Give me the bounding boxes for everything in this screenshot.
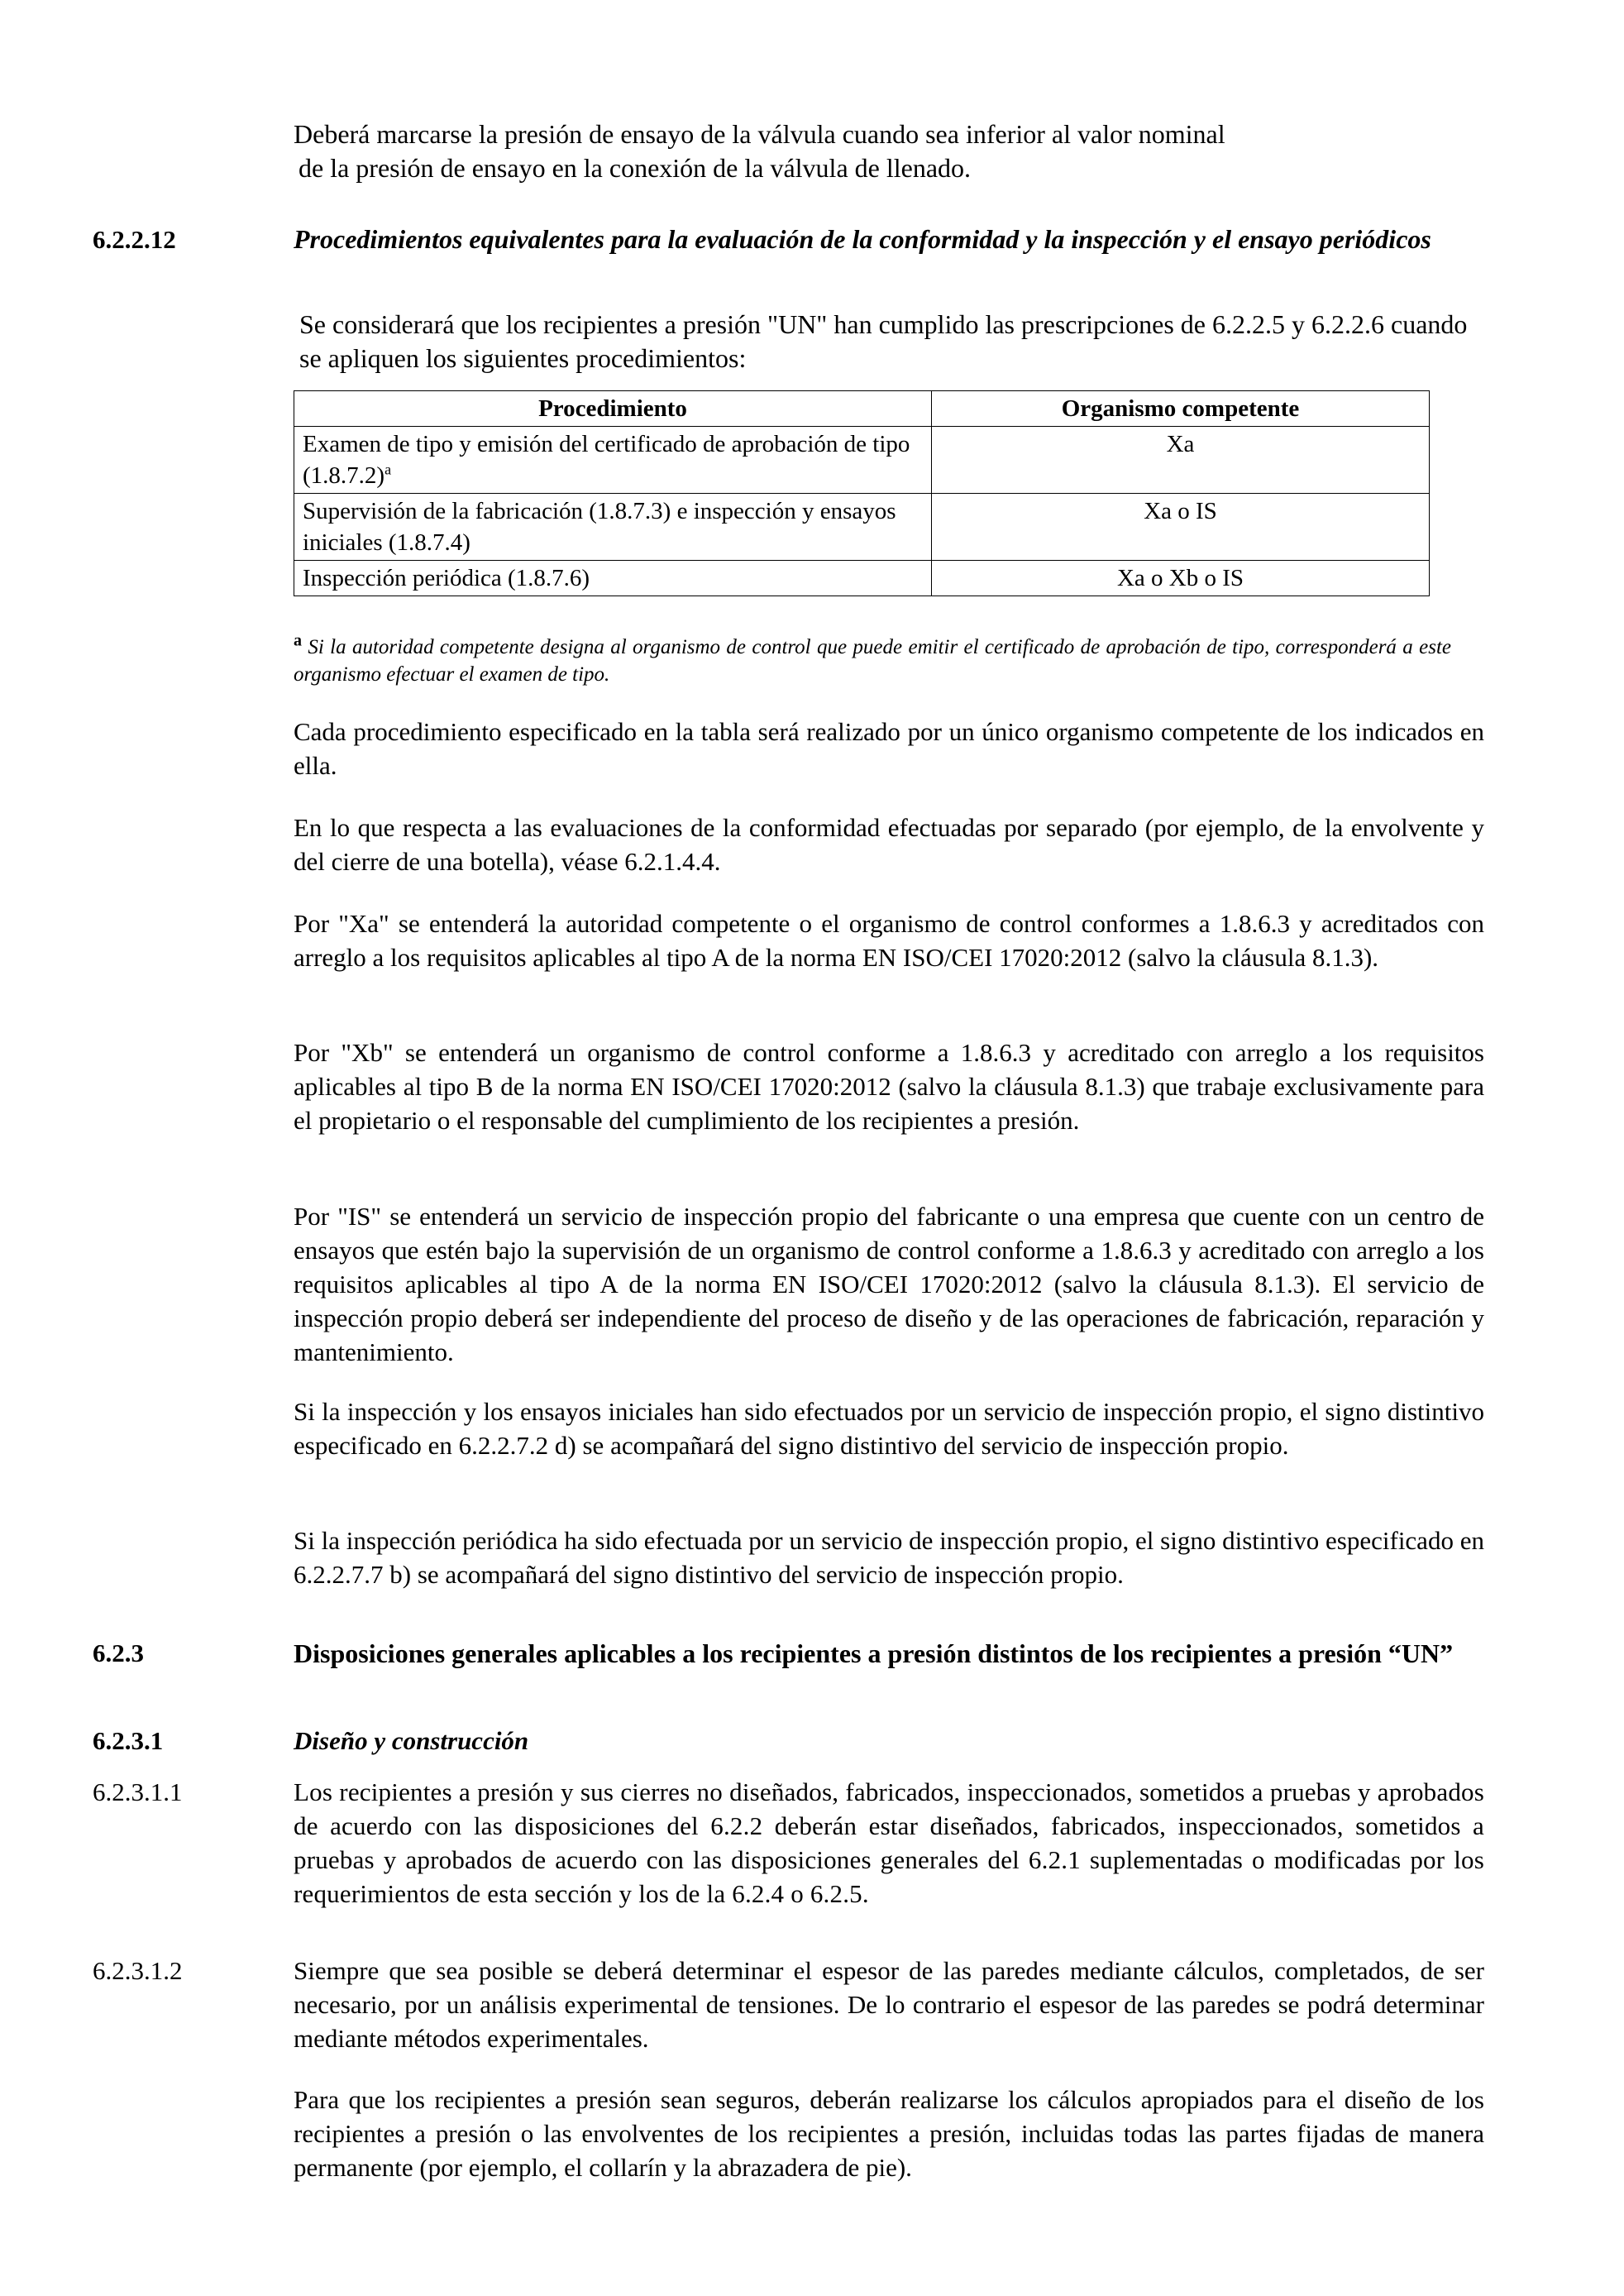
section-number-6-2-3-1-2: 6.2.3.1.2	[93, 1956, 183, 1985]
table-header-row	[294, 391, 1430, 427]
table-cell-body: Xa o Xb o IS	[932, 561, 1430, 596]
procedure-text: Examen de tipo y emisión del certificado de aprobación de tipo (1.8.7.2)	[303, 431, 910, 489]
table-footnote	[294, 631, 1451, 688]
paragraph: Por "Xb" se entenderá un organismo de control conforme a 1.8.6.3 y acreditado con arreglo a los requisitos aplicables al tipo B de la norma EN ISO/CEI 17020:2012 (salvo la cláusula 8.1.3) que trabaje exclusivamente para el propietario o el responsable del cumplimiento de los recipientes a presión.	[294, 1038, 1484, 1135]
paragraph: Si la inspección periódica ha sido efectuada por un servicio de inspección propio, el signo distintivo especificado en 6.2.2.7.7 b) se acompañará del signo distintivo del servicio de inspección propio.	[294, 1526, 1484, 1589]
intro-line-1: Deberá marcarse la presión de ensayo de la válvula cuando sea inferior al valor nominal	[294, 119, 1225, 149]
section-number-6-2-3: 6.2.3	[93, 1638, 144, 1667]
procedure-text: Supervisión de la fabricación (1.8.7.3) e inspección y ensayos iniciales (1.8.7.4)	[303, 498, 896, 556]
section-number-6-2-3-1-1: 6.2.3.1.1	[93, 1777, 183, 1806]
table-row	[294, 427, 1430, 494]
paragraph: Si la inspección y los ensayos iniciales han sido efectuados por un servicio de inspección propio, el signo distintivo especificado en 6.2.2.7.2 d) se acompañará del signo distintivo del servicio de inspección propio.	[294, 1397, 1484, 1460]
footnote-ref: a	[385, 461, 392, 478]
procedures-table	[294, 390, 1430, 596]
paragraph: Por "Xa" se entenderá la autoridad competente o el organismo de control conformes a 1.8.6.3 y acreditados con arreglo a los requisitos aplicables al tipo A de la norma EN ISO/CEI 17020:2012 (salvo la cláusula 8.1.3).	[294, 909, 1484, 972]
table-cell-procedure	[294, 561, 932, 596]
section-intro-6-2-2-12: Se considerará que los recipientes a presión "UN" han cumplido las prescripciones de 6.2.2.5 y 6.2.2.6 cuando se apliquen los siguientes procedimientos:	[299, 309, 1468, 373]
section-number-6-2-3-1: 6.2.3.1	[93, 1726, 164, 1755]
intro-text	[294, 117, 1451, 185]
section-text-6-2-3-1-2-b: Para que los recipientes a presión sean seguros, deberán realizarse los cálculos apropiados para el diseño de los recipientes a presión o las envolventes de los recipientes a presión, incluidas todas las partes fijadas de manera permanente (por ejemplo, el collarín y la abrazadera de pie).	[294, 2085, 1484, 2182]
section-heading-6-2-3-1: Diseño y construcción	[294, 1726, 529, 1755]
paragraph: Cada procedimiento especificado en la tabla será realizado por un único organismo competente de los indicados en ella.	[294, 717, 1484, 780]
paragraph: En lo que respecta a las evaluaciones de la conformidad efectuadas por separado (por ejemplo, de la envolvente y del cierre de una botella), véase 6.2.1.4.4.	[294, 813, 1484, 876]
intro-line-2: de la presión de ensayo en la conexión de la válvula de llenado.	[299, 153, 972, 183]
table-cell-procedure	[294, 494, 932, 561]
table-row	[294, 494, 1430, 561]
table-cell-body: Xa o IS	[932, 494, 1430, 561]
footnote-text: Si la autoridad competente designa al organismo de control que puede emitir el certificado de aprobación de tipo, corresponderá a este organismo efectuar el examen de tipo.	[294, 636, 1451, 686]
header-procedimiento: Procedimiento	[294, 391, 932, 427]
paragraph: Por "IS" se entenderá un servicio de inspección propio del fabricante o una empresa que cuente con un centro de ensayos que estén bajo la supervisión de un organismo de control conforme a 1.8.6.3 y acreditado con arreglo a los requisitos aplicables al tipo A de la norma EN ISO/CEI 17020:2012 (salvo la cláusula 8.1.3). El servicio de inspección propio deberá ser independiente del proceso de diseño y de las operaciones de fabricación, reparación y mantenimiento.	[294, 1202, 1484, 1366]
procedure-text: Inspección periódica (1.8.7.6)	[303, 565, 590, 591]
section-text-6-2-3-1-1: Los recipientes a presión y sus cierres no diseñados, fabricados, inspeccionados, sometidos a pruebas y aprobados de acuerdo con las disposiciones del 6.2.2 deberán estar diseñados, fabricados, inspeccionados, sometidos a pruebas y aprobados de acuerdo con las disposiciones generales del 6.2.1 suplementadas o modificadas por los requerimientos de esta sección y los de la 6.2.4 o 6.2.5.	[294, 1777, 1484, 1908]
header-organismo: Organismo competente	[932, 391, 1430, 427]
section-text-6-2-3-1-2: Siempre que sea posible se deberá determinar el espesor de las paredes mediante cálculos, completados, de ser necesario, por un análisis experimental de tensiones. De lo contrario el espesor de las paredes se podrá determinar mediante métodos experimentales.	[294, 1956, 1484, 2053]
table-cell-procedure	[294, 427, 932, 494]
section-heading-6-2-2-12: Procedimientos equivalentes para la evaluación de la conformidad y la inspección y el ensayo periódicos	[294, 224, 1431, 254]
footnote-mark: a	[294, 631, 302, 650]
table-row	[294, 561, 1430, 596]
section-heading-6-2-3: Disposiciones generales aplicables a los recipientes a presión distintos de los recipientes a presión “UN”	[294, 1638, 1454, 1668]
section-number-6-2-2-12: 6.2.2.12	[93, 225, 176, 254]
table-cell-body: Xa	[932, 427, 1430, 494]
